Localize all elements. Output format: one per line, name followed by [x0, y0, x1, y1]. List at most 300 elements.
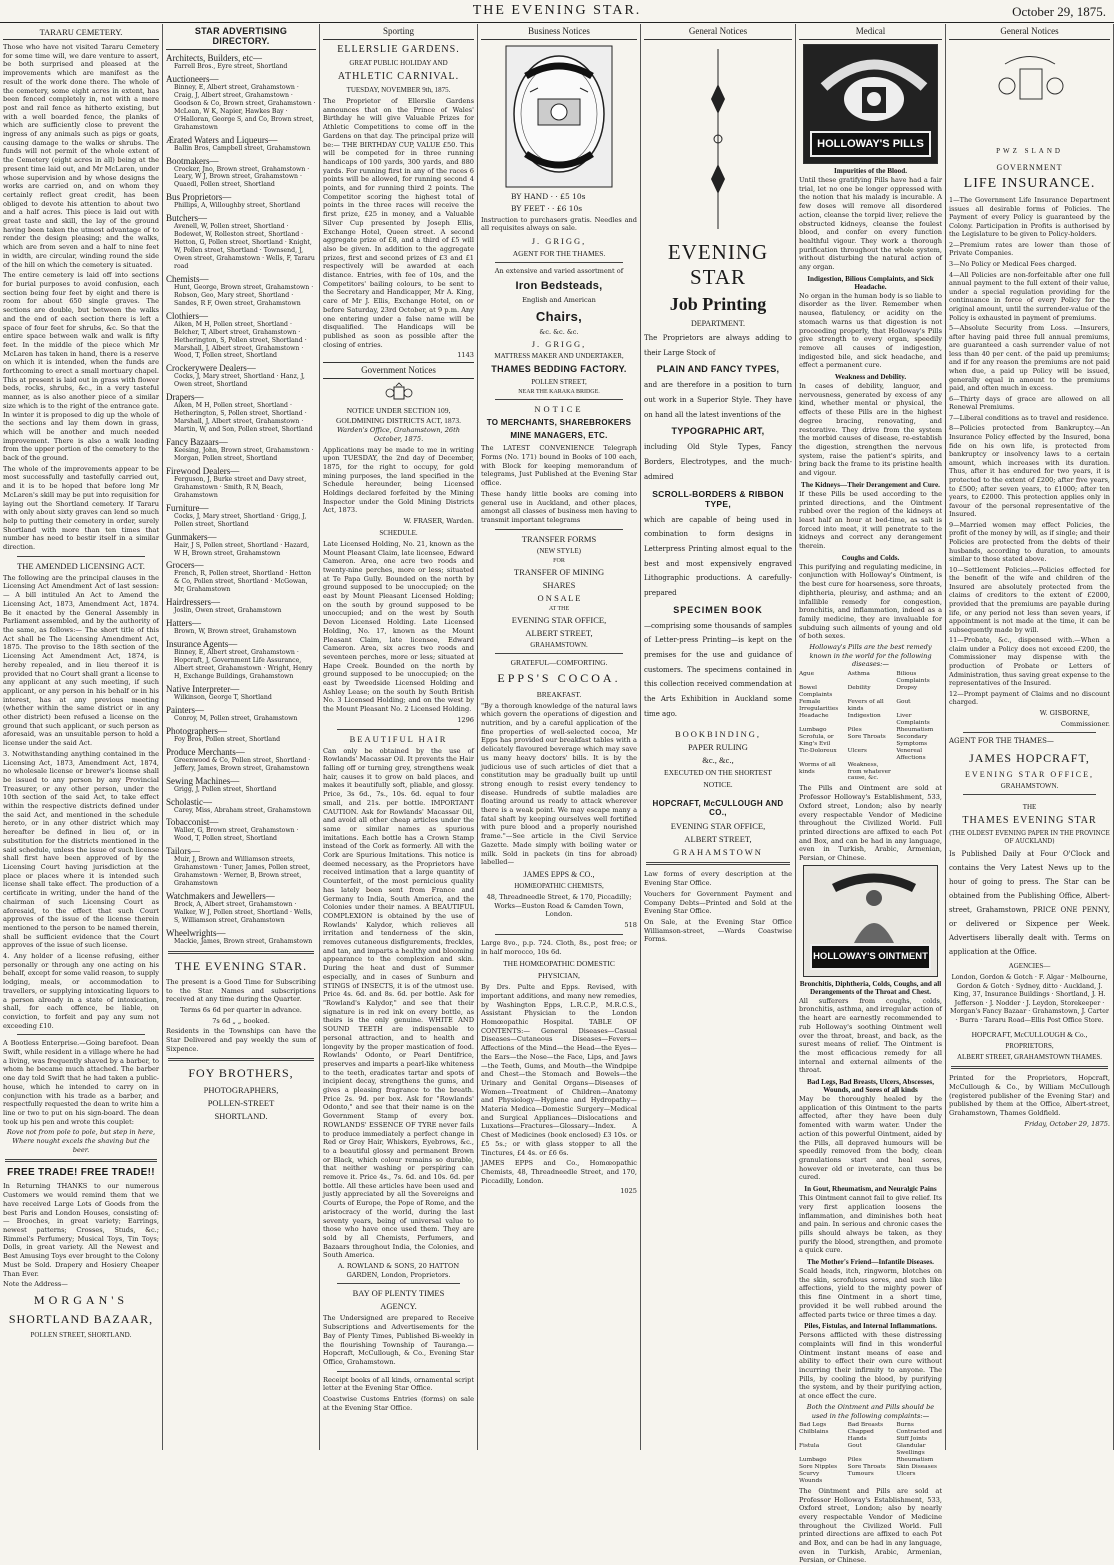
disease-item: Rheumatism — [896, 726, 934, 733]
masthead — [0, 0, 1114, 23]
disease-item: Secondary Symptoms — [896, 733, 928, 747]
directory-entries: Wilkinson, George T, Shortland — [174, 693, 272, 701]
james-hopcraft: JAMES HOPCRAFT, — [969, 750, 1090, 765]
divider — [495, 529, 623, 530]
directory-entries: Ferguson, J, Burke street and Davy street, Grahamstown · Smith, R N, Beach, Grahamstown — [174, 475, 307, 499]
holloways-pills-banner — [803, 44, 938, 164]
commissioner-title: Commissioner. — [1060, 719, 1110, 728]
coughs-heading: Coughs and Colds. — [841, 553, 900, 562]
colony-crest-icon — [965, 44, 1095, 144]
foy-brothers: FOY BROTHERS, — [188, 1066, 294, 1081]
epps-address: 48, Threadneedle Street, & 170, Piccadilly; Works—Euston Road & Camden Town, London. — [486, 892, 632, 919]
applications-paragraph: Applications may be made to me in writing upon TUESDAY, the 2nd day of December, 1875, for the right to occupy, for gold mining purposes, the land specified in the Schedule hereunder, being Licensed Holdings declared forfeited by the Mining Inspector under the Gold Mining Districts Act, 1873. — [323, 445, 474, 515]
directory-entries: Cocks, J, Mary street, Shortland · Grigg, J, Pollen street, Shortland — [174, 512, 307, 528]
divider — [17, 1034, 145, 1035]
licensing-paragraph-3: 4. Any holder of a license refusing, either personally or through any one acting on his behalf, except for some valid reason, to supply lodging, meals, or accommodation to travellers, or supplying intoxicating liquors to a person already in a state of intoxication, shall, for each offence, be liable, on conviction, to forfeit and pay any sum not exceeding £10. — [3, 952, 159, 1030]
notice-heading-2: GOLDMINING DISTRICTS ACT, 1873. — [335, 416, 462, 426]
physician-heading-1: THE HOMŒOPATHIC DOMESTIC — [503, 959, 615, 969]
divider — [963, 732, 1096, 733]
directory-category: Drapers— — [166, 392, 204, 403]
disease-item: Fistula — [799, 1443, 820, 1450]
carnival-heading: ATHLETIC CARNIVAL. — [337, 71, 460, 82]
telegraph-paragraph: The LATEST CONVENIENCE Telegraph Forms (No. 171) bound in Books of 100 each, with Block for keeping memorandum of telegrams, Just Published at the Evening Star office. — [481, 444, 637, 488]
divider — [495, 262, 623, 263]
schedule-paragraph: Late Licensed Holding, No. 21, known as the Mount Pleasant Claim, late licensee, Edward Cameron. Area, one acre two roods and twenty-nine perches, more or less; situated at Te Papa Gully. Bounded on the north by ground supposed to be unoccupied; on the east by Mount Pleasant Licensed Holding; on the south by ground supposed to be unoccupied; and on the west by South Devon Licensed Holding. Late Licensed Holding, No. 17, known as the Mount Pleasant Claim, late licensee, Edward Cameron. Area, six acres two roods and seventeen perches, more or less; situated at Hape Creek. Bounded on the north by ground supposed to be unoccupied; on the east by Tweedside Licensed Holding and Ashley Lease; on the south by South British No. 3 Licensed Holding; and on the west by the Mount Pleasant No. 2 Licensed Holding. — [323, 539, 474, 714]
proprietors: PROPRIETORS, — [1005, 1042, 1054, 1051]
indigestion-heading: Indigestion, Bilious Complaints, and Sick Headache. — [807, 274, 934, 291]
star-heading: THE EVENING STAR. — [174, 958, 308, 973]
coughs-paragraph: This purifying and regulating medicine, in conjunction with Holloway's Ointment, is the best cure for hoarseness, sore throats, diphtheria, pleurisy, and asthma; and an infallible remedy for congestion, bronchitis, and inflammation, indeed as a family medicine, they are invaluable for subduing such ailments of young and old of both sexes. — [799, 562, 942, 641]
instruction-paragraph: Instruction to purchasers gratis. Needles and all requisites always on sale. — [481, 215, 637, 233]
directory-category: Watchmakers and Jewellers— — [166, 891, 275, 902]
licensing-paragraph-1: The following are the principal clauses in the Licensing Act Amendment Act of last session:— A bill intituled An Act to Amend the Licensing Act, 1873, Amendment Act, 1874. Be it enacted by the General Assembly in Parliament assembled, and by the authority of the same, as follows:— The short title of this Act shall be The Licensing Amendment Act, 1875. The proviso to the 18th section of the Licensing Act Amendment Act, 1874, is hereby repealed, and in lieu thereof it is provided that no Court shall grant a license to any applicant at any such meeting, if such applicant, or any person in his behalf or in his interest, has at any previous meeting (whether within the same district or in any other district) been refused a license on the ground that such applicant, or such person as aforesaid, was an unsuitable person to hold a license under the said Act. — [3, 573, 159, 748]
holiday-line: GREAT PUBLIC HOLIDAY AND — [349, 59, 448, 67]
directory-entries: Muir, J, Brown and Williamson streets, Grahamstown · Tuner, James, Pollen street, Grahamstown · Werner, B, Brown street, Grahamstown — [174, 856, 311, 888]
tararu-heading: TARARU CEMETERY. — [3, 27, 159, 40]
tararu-paragraph-3: The whole of the improvements appear to be most successfully and tastefully carried out, and it is to be hoped that before long Mr McLaren's skill may be put into requisition for laying out the Shortland cemetery. If Tararu with only about sixty graves can lend so much help to putting their cemetery in order, surely Shortland with more than ten times that number has need to bestir itself in a similar direction. — [3, 464, 159, 552]
directory-entries: Hunt, George, Brown street, Grahamstown · Robson, Geo, Mary street, Shortland · Sandes, R F, Owen street, Grahamstown — [174, 283, 314, 307]
insurance-item: 4—All Policies are non-forfeitable after one full annual payment to the full extent of their value, under a special regulation providing for the continuance in force of every Policy for the original amount, until the surrender-value of the Policy is exhausted in payment of premiums. — [949, 270, 1110, 322]
physician-paragraph: By Drs. Pulte and Epps. Revised, with important additions, and many new remedies, by Washington Epps, L.R.C.P., M.R.C.S., Assistant Physician to the London Homœopathic Hospital. TABLE OF CONTENTS:— General Diseases—Casual Diseases—Cutaneous Diseases—Fevers—Affections of the Mind—the Head—the Eyes—the Ears—the Nose—the Face, Lips, and Jaws—the Teeth, Gums, and Mouth—the Windpipe and Chest—the Stomach and Bowels—the Urinary and Genital Organs—Diseases of Women—Treatment of Children—Anatomy and Physiology—Hygiene and Hydropathy—Materia Medica—Domestic Surgery—Medical and Surgical Appliances—Dislocations and Luxations—Fractures—Glossary—Index. A Chest of Medicines (book enclosed) £3 10s. or £5 5s.; or with glass stopper to all the Tinctures, £4 4s. or £6 6s. — [481, 983, 637, 1157]
directory-entries: Binney, E, Albert street, Grahamstown · Craig, J, Albert street, Grahamstown · Goodson & Co, Brown street, Grahamstown · McLean, W K, Napier, Hawkes Bay · O'Halloran, George S, and Co, Brown street, Grahamstown — [174, 83, 316, 131]
directory-category: Bootmakers— — [166, 155, 219, 166]
directory-entries: Hair, J S, Pollen street, Shortland · Hazard, W H, Brown street, Grahamstown — [174, 541, 310, 557]
oldest-paper: (THE OLDEST EVENING PAPER IN THE PROVINCE OF AUCKLAND) — [949, 829, 1110, 845]
star-paragraph: The present is a Good Time for Subscribing to the Star. Names and subscriptions received at any time during the Quarter. — [166, 977, 316, 1004]
impurities-paragraph: Until these gratifying Pills have had a fair trial, let no one be longer oppressed with the notion that his malady is incurable. A few doses will remove all disordered action, cleanse the torpid liver, relieve the obstructed kidneys, cleanse the foulest blood, and confer on every function healthful vigour. They work a thorough purification throughout the whole system, without disturbing the natural action of any organ. — [799, 176, 942, 272]
paper-ruling: PAPER RULING — [688, 742, 748, 753]
ointment-sold-paragraph: The Ointment and Pills are sold at Professor Holloway's Establishment, 533, Oxford street, London; also by nearly every respectable Vendor of Medicine throughout the Civilized World. Full printed directions are affixed to each Pot and Box, and can be had in any language, even in Turkish, Arabic, Armenian, Persian, or Chinese. — [799, 1486, 942, 1565]
bronchitis-heading: Bronchitis, Diphtheria, Colds, Coughs, and all Derangements of the Throat and Chest. — [799, 979, 942, 996]
combination-paragraph: which are capable of being used in combination to form designs in Letterpress Printing almost equal to the best and most expensively engraved Lithographic productions. A carefully-prepared — [644, 515, 792, 597]
ointment-diseases-table — [799, 1422, 942, 1485]
bookbinding: BOOKBINDING, — [674, 729, 762, 740]
hopcraft-mccullough: HOPCRAFT, McCULLOUGH AND CO., — [652, 799, 784, 818]
foy-photographers: PHOTOGRAPHERS, — [203, 1085, 279, 1096]
english-american: English and American — [522, 295, 596, 304]
ellerslie-heading: ELLERSLIE GARDENS. — [337, 44, 460, 55]
ref-number: 1143 — [457, 351, 474, 360]
disease-item: Wounds — [799, 1477, 823, 1484]
agent-thames: AGENT FOR THE THAMES— — [949, 737, 1054, 746]
directory-category: Gunmakers— — [166, 531, 217, 542]
carnival-date: TUESDAY, NOVEMBER 9th, 1875. — [346, 86, 451, 94]
disease-item: Venereal Affections — [896, 747, 926, 761]
weakness-heading: Weakness and Debility. — [834, 373, 907, 382]
divider — [168, 951, 314, 954]
free-trade-heading: FREE TRADE! FREE TRADE!! — [7, 1167, 155, 1179]
printer-imprint: Printed for the Proprietors, Hopcraft, McCullough & Co., by William McCullough (registered publisher of the Evening Star) and published by them at the Office, Albert-street, Grahamstown, Thames Goldfield. — [949, 1074, 1110, 1117]
law-forms-notice: Law forms of every description at the Evening Star Office. — [644, 870, 792, 888]
directory-category: Photographers— — [166, 725, 227, 736]
disease-item: Sore Nipples — [799, 1463, 838, 1470]
disease-item: Rheumatism — [896, 1457, 934, 1464]
newspaper-title: THE EVENING STAR. — [472, 3, 642, 18]
executed-line: EXECUTED ON THE SHORTEST — [664, 768, 772, 778]
licensing-paragraph-2: 3. Notwithstanding anything contained in the Licensing Act, 1873, Amendment Act, 1874, no wholesale license or brewer's license shall be issued to any person by any Provincial Treasurer, or any other person, under the 10th section of the said Act, to take effect within the respective districts defined under the said Act, and mentioned in the schedule hereto, or in any other district which may hereafter be defined in lieu of, or in substitution for the districts mentioned in the said schedule, unless the issue of such license shall first have been approved of by the Licensing Court having jurisdiction at the place or places where it is intended such license shall take effect. The production of a certificate in writing, under the hand of the chairman of such Licensing Court as aforesaid, to the effect that such Court approves of the issue of the license therein mentioned to the person to be named therein, shall be sufficient evidence that the Court approves of the issue of such license. — [3, 749, 159, 950]
disease-item: Bilious Complaints — [896, 671, 930, 685]
insurance-item: 5—Absolute Security from Loss. —Insurers, after having paid three full annual premiums, are guaranteed a cash surrender value of not less than 40 per cent. of the paid up premiums; and if for any reason the premiums are not paid when due, a paid up Policy will be issued, generally equal in amount to the premiums paid, and often much in excess. — [949, 324, 1110, 393]
directory-entries: Brock, A, Albert street, Grahamstown · Walker, W J, Pollen street, Shortland · Wells, S, Williamson street, Grahamstown — [174, 901, 313, 924]
breakfast-heading: BREAKFAST. — [536, 689, 582, 699]
directory-category: Auctioneers— — [166, 73, 219, 84]
ref-number: 1025 — [620, 1187, 637, 1196]
free-trade-paragraph: In Returning THANKS to our numerous Customers we would remind them that we have received Large Lots of Goods from the best Paris and London Houses, consisting of:— Brooches, in great variety; Earrings, newest patterns; Crosses, Studs, &c.; Rimmel's Perfumery; Musical Toys, Tin Toys; Dolls, in great variety. All the Newest and Best Amusing Toys ever brought to the Colony Must be Sold. Drapery and Hosiery Cheaper Than Ever. — [3, 1182, 159, 1278]
wardens-office: Warden's Office, Grahamstown, 26th October, 1875. — [336, 426, 461, 443]
on-sale-line: O N S A L E — [537, 592, 581, 603]
disease-item: Ulcers — [847, 747, 867, 754]
hopcraft-mccullough: HOPCRAFT, McCULLOUGH & Co., — [971, 1030, 1088, 1040]
merchants-heading: TO MERCHANTS, SHAREBROKERS — [486, 418, 632, 428]
disease-item: Sore Throats — [847, 1463, 886, 1470]
scroll-borders: SCROLL-BORDERS & RIBBON TYPE, — [652, 488, 784, 509]
evening-star-heading: EVENING STAR — [667, 240, 769, 289]
tararu-paragraph-2: The entire cemetery is laid off into sections for burial purposes to avoid confusion, each section being four feet by eight and there is room for about 650 single graves. The sections are double, but between the walks and the end of each section there is left a space of four feet for shrubs, &c. So that the entire space between walk and walk is fifty feet. In the middle of the piece which Mr McLaren has taken in hand, there is a reserve on which it is intended, when the funds are forthcoming to erect a small mortuary chapel. This at present is laid out in grass with flower beds, rocks, shrubs, &c., in a very tasteful manner, as is also another piece of a similar size which is to the right of the entrance gate. In winter it is proposed to dig up the whole of the sections and lay them down in grass, which will be another and much needed improvement. There is also a walk leading from the upper portion of the cemetery to the back of the ground. — [3, 271, 159, 463]
bazaar-address: POLLEN STREET, SHORTLAND. — [30, 1330, 132, 1339]
evening-star-office: EVENING STAR OFFICE, — [511, 614, 607, 625]
grigg-name-2: J. GRIGG, — [531, 339, 587, 350]
directory-entries: Crocker, Jno, Brown street, Grahamstown · Leary, W J, Brown street, Grahamstown · Quaedl, Pollen street, Shortland — [174, 165, 310, 189]
etc-line: &c. &c. &c. — [539, 327, 579, 336]
gout-heading: In Gout, Rheumatism, and Neuralgic Pains — [804, 1185, 937, 1194]
bad-legs-paragraph: May be thoroughly healed by the application of this Ointment to the parts affected, after they have been duly fomented with warm water. Under the action of this powerful Ointment, aided by the Pills, all depraved humours will be speedily removed from the body, clean granulations start and heal sores, however old or inveterate, can thus be cured. — [799, 1095, 942, 1182]
rowland-address: A. ROWLAND & SONS, 20 HATTON GARDEN, London, Proprietors. — [337, 1262, 460, 1279]
morgans-name: MORGAN'S — [33, 1292, 129, 1307]
piles-heading: Piles, Fistulas, and Internal Inflammations. — [804, 1322, 937, 1331]
insurance-list — [949, 196, 1110, 707]
divider — [168, 1058, 314, 1061]
grigg-name: J. GRIGG, — [531, 236, 587, 247]
directory-heading: STAR ADVERTISING DIRECTORY. — [166, 26, 316, 50]
disease-item: Chapped Hands — [847, 1429, 874, 1443]
mothers-friend-heading: The Mother's Friend—Infantile Diseases. — [807, 1258, 934, 1267]
business-notices-heading: Business Notices — [481, 24, 637, 40]
the-heading: THE — [1022, 802, 1037, 811]
schedule-heading: SCHEDULE. — [379, 528, 418, 537]
medical-heading: Medical — [799, 24, 942, 40]
insurance-item: 10—Settlement Policies.—Policies effected for the benefit of the wife and children of the Insured are absolutely protected from the claims of creditors to the extent of £2000, provided that the premiums are payable during life, or any period not less than seven years, if appointment is not made at the time, it can be subsequently made by will. — [949, 565, 1110, 634]
gout-paragraph: This Ointment cannot fail to give relief. Its very first application loosens the inflammation, and diminishes both heat and pain. In serious and chronic cases the pills should always be taken, as they purify the blood, strengthen, and promote a quick cure. — [799, 1194, 942, 1255]
directory-entries: Phillips, A, Willoughby street, Shortland — [174, 202, 301, 210]
gisborne-name: W. GISBORNE, — [1039, 708, 1090, 717]
iron-bedsteads: Iron Bedsteads, — [515, 279, 603, 292]
directory-entries: Carey, Miss, Abraham street, Grahamstown — [174, 806, 311, 814]
new-style: (NEW STYLE) — [537, 546, 581, 555]
beautiful-hair-heading: BEAUTIFUL HAIR — [349, 733, 448, 744]
directory-category: Produce Merchants— — [166, 746, 245, 757]
pollen-street: POLLEN STREET, — [531, 378, 587, 387]
directory-entries: French, R, Pollen street, Shortland · Hetton & Co, Pollen street, Shortland · McGowan, Mr, Grahamstown — [174, 570, 312, 594]
directory-entries: Cocks, J, Mary street, Shortland · Hanz, J, Owen street, Shortland — [174, 373, 305, 389]
directory-category: Firewood Dealers— — [166, 465, 240, 476]
large-8vo-line: Large 8vo., p.p. 724. Cloth, 8s., post free; or in half morocco, 10s 6d. — [481, 938, 637, 956]
directory-entries: Aiken, M H, Pollen street, Shortland · Hetherington, S, Pollen street, Shortland · Marshall, J, Albert street, Grahamstown · Martin, W, and Son, Pollen street, Shortland — [174, 402, 313, 434]
coat-of-arms-icon — [385, 383, 413, 403]
disease-item: Piles — [847, 726, 862, 733]
directory-category: Scholastic— — [166, 796, 212, 807]
directory-entries: Binney, E, Albert street, Grahamstown · Hopcraft, J, Government Life Assurance, Albert street, Grahamstown · Wright, Henry H, Exchange Buildings, Grahamstown — [174, 649, 313, 680]
pills-table-heading: Holloway's Pills are the best remedy known in the world for the following diseases:— — [809, 643, 932, 669]
sewing-machine-emblem-icon — [504, 44, 614, 189]
physician-heading-2: PHYSICIAN, — [538, 971, 580, 981]
government-notices-heading: Government Notices — [323, 362, 474, 379]
directory-category: Crockerywere Dealers— — [166, 363, 256, 374]
directory-entries: Grigg, J, Pollen street, Shortland — [174, 785, 277, 793]
terms-line-1: Terms 6s 6d per quarter in advance. — [180, 1005, 302, 1014]
disease-item: Indigestion — [847, 712, 881, 719]
government-heading: GOVERNMENT — [996, 163, 1063, 172]
directory-entries: Brown, W, Brown street, Grahamstown — [174, 628, 297, 636]
divider — [495, 934, 623, 935]
transfer-forms: TRANSFER FORMS — [521, 533, 597, 544]
proprietors-paragraph: The Proprietors are always adding to their Large Stock of — [644, 334, 792, 357]
ornamental-rule-icon — [703, 44, 733, 234]
directory-category: Grocers— — [166, 560, 204, 571]
disease-item: Female Irregularities — [799, 698, 839, 712]
directory-category: Insurance Agents— — [166, 639, 238, 650]
bootless-paragraph: A Bootless Enterprise.—Going barefoot. Dean Swift, while resident in a village where he had a living, was frequently shaved by a barber, to whom he became much attached. The barber one day told Swift that he had taken a public-house, which he intended to carry on in conjunction with his trade as a barber, and respectfully requested the dean to write him a line or two to put on his sign-board. The dean took up his pen and wrote this couplet: — [3, 1039, 159, 1126]
licensing-heading: THE AMENDED LICENSING ACT. — [17, 560, 145, 571]
disease-item: Skin Diseases — [896, 1463, 937, 1470]
directory-entries: Greenwood & Co, Pollen street, Shortland · Jeffery, James, Brown street, Grahamstown — [174, 756, 311, 772]
james-epps: JAMES EPPS & CO., — [523, 869, 595, 879]
disease-item: Debility — [847, 685, 871, 692]
directory-entries: Conroy, M, Pollen street, Grahamstown — [174, 714, 298, 722]
disease-item: Burns — [896, 1422, 914, 1429]
divider — [337, 1371, 460, 1372]
free-trade-note: Note the Address— — [3, 1280, 68, 1289]
position-paragraph: and are therefore in a position to turn out work in a Superior Style. They have on hand all the latest inventions of the — [644, 381, 792, 419]
directory-category: Furniture— — [166, 502, 209, 513]
disease-item: Scurvy — [799, 1470, 820, 1477]
disease-item: Ulcers — [896, 1470, 916, 1477]
diseases-table — [799, 671, 942, 782]
job-printing-heading: Job Printing — [669, 294, 767, 314]
receipt-books-notice: Receipt books of all kinds, ornamental script letter at the Evening Star Office. — [323, 1375, 474, 1393]
column-6 — [796, 24, 946, 1565]
divider — [963, 794, 1096, 795]
etc-line: &c., &c., — [702, 755, 734, 766]
disease-item: Fevers of all kinds — [847, 698, 884, 712]
directory-entries: Joslin, Owen street, Grahamstown — [174, 607, 282, 615]
bay-of-plenty-agency: AGENCY. — [380, 1301, 417, 1312]
kidneys-heading: The Kidneys—Their Derangement and Cure. — [801, 480, 940, 489]
directory-category: Ærated Waters and Liqueurs— — [166, 134, 278, 145]
disease-item: Lumbago — [799, 1457, 827, 1464]
old-style-paragraph: including Old Style Types, Fancy Borders, Electrotypes, and the much-admired — [644, 443, 792, 481]
column-5 — [641, 24, 796, 1450]
holloways-pills-label: HOLLOWAY'S PILLS — [810, 131, 931, 157]
epps-paragraph: "By a thorough knowledge of the natural laws which govern the operations of digestion and nutrition, and by a careful application of the fine properties of well-selected cocoa, Mr Epps has provided our breakfast tables with a delicately flavoured beverage which may save us many heavy doctors' bills. It is by the judicious use of such articles of diet that a constitution may be gradually built up until strong enough to resist every tendency to disease. Hundreds of subtle maladies are floating around us ready to attack wherever there is a weak point. We may escape many a fatal shaft by keeping ourselves well fortified with pure blood and a properly nourished frame."—See article in the Civil Service Gazette. Made simply with boiling water or milk. Sold in packets (in tins for abroad) labelled— — [481, 701, 637, 867]
pills-sold-paragraph: The Pills and Ointment are sold at Professor Holloway's Establishment, 533, Oxford street, London; also by nearly every respectable Vendor of Medicine throughout the Civilized World. Full printed directions are affixed to each Pot and Box, and can be had in any language, even in Turkish, Arabic, Armenian, Persian, or Chinese. — [799, 784, 942, 863]
for-line: FOR — [553, 557, 565, 564]
disease-item: Worms of all kinds — [799, 761, 836, 775]
star-paragraph-2: Residents in the Townships can have the Star Delivered and pay weekly the sum of Sixpence. — [166, 1027, 316, 1053]
directory-category: Butchers— — [166, 213, 207, 224]
evening-star-office: EVENING STAR OFFICE, — [670, 821, 766, 832]
disease-item: Bowel Complaints — [799, 685, 833, 699]
on-sale-notice: On Sale, at the Evening Star Office Williamson-street, —Wards Coastwise Forms. — [644, 917, 792, 944]
impurities-heading: Impurities of the Blood. — [833, 167, 908, 175]
directory-category: Tobacconist— — [166, 817, 219, 828]
rowlands-paragraph: Can only be obtained by the use of Rowlands' Macassar Oil. It prevents the Hair falling off or turning grey, strengthens weak hair, causes it to grow on bald places, and makes it beautifully soft, pliable, and glossy. Price, 3s 6d., 7s., 10s. 6d. equal to four small, and 21s. per bottle. IMPORTANT CAUTION. Ask for Rowlands' Macassar Oil, and avoid all other cheap articles under the same or similar names as spurious imitations. Each bottle has a Crown Stamp instead of the Cork as formerly. All with the Cork are Spurious Imitations. This notice is deemed necessary, as the Proprietors have received intimation that a large quantity of Counterfeit, of the most pernicious quality has lately been sent from France and Germany to India, South America, and the Colonies under their names. A BEAUTIFUL COMPLEXION is obtained by the use of Rowlands' Kalydor, which relieves all irritation and tenderness of the skin, removes cutaneous disfigurements, freckles, and tan, and imparts a healthy and blooming appearance to the complexion and skin. During the heat and dust of Summer especially, and in cases of Sunburn and STINGS of INSECTS, it is of the utmost use. Price 4s. 6d. and 8s. 6d. per bottle. Ask for "Rowland's Kalydor," and see that their signature is in red ink on every bottle, as theirs is the only genuine. WHITE AND SOUND TEETH are indispensable to personal attraction, and to health and longevity by the proper mastication of food. Rowlands' Odonto, or Pearl Dentifrice, preserves and imparts a pearl-like whiteness to the teeth, eradicates tartar and spots of incipient decay, strengthens the gums, and gives a pleasing fragrance to the breath. Price 2s. 9d. per box. Ask for "Rowlands' Odonto," and see that their name is on the Government Stamp of every box. ROWLANDS' ESSENCE OF TYRE never fails to produce immediately a perfect change in Red or Grey Hair, Whiskers, Eyebrows, &c., to a beautiful glossy and permanent Brown or Black, which colour remains so durable, that neither washing or perspiring can remove it. Price 4s., 7s. 6d. and 10s. 6d. per bottle. All these articles have been used and justly appreciated by all the Sovereigns and Courts of Europe, the Pope of Rome, and the aristocracy of the world, during the last seventy years, being of universal value to those who have once used them. They are sold by all Chemists, Perfumers, and Bazaars throughout India, the Colonies, and South America. — [323, 746, 474, 1260]
albert-street: ALBERT STREET, — [684, 834, 752, 845]
directory-entries: Waller, G, Brown street, Grahamstown · Wood, T, Pollen street, Shortland — [174, 827, 299, 843]
notice-heading-1: NOTICE UNDER SECTION 109, — [346, 406, 451, 416]
insurance-item: 2—Premium rates are lower than those of Private Companies. — [949, 240, 1110, 258]
bootless-verse: Rove not from pole to pole, but step in here, Where nought excels the shaving but the beer. — [6, 1128, 156, 1154]
directory-category: Chemists— — [166, 273, 209, 284]
insurance-item: 9—Married women may effect Policies, the profit of the money by will, as if single; and their Policies are protected from the debts of their husbands, according to duration, to amounts similar to those stated above. — [949, 520, 1110, 564]
divider — [951, 1066, 1108, 1069]
divider — [337, 729, 460, 730]
column-3 — [320, 24, 478, 1450]
disease-item: Chilblains — [799, 1429, 829, 1436]
crest-legend: PWZ SLAND — [996, 147, 1063, 155]
price-by-feet: BY FEET · · £6 10s — [511, 203, 583, 213]
disease-item: Tic-Doloreux — [799, 747, 837, 754]
bazaar-name: SHORTLAND BAZAAR, — [8, 1311, 154, 1326]
directory-entries: Foy Bros, Pollen street, Shortland — [174, 735, 281, 743]
bronchitis-paragraph: All sufferers from coughs, colds, bronchitis, asthma, and irregular action of the heart are earnestly recommended to rub Holloway's soothing Ointment well over the throat, breast, and back, as the surest means of relief. The Ointment is the most efficacious remedy for all internal and external ailments of the throat. — [799, 996, 942, 1075]
tararu-paragraph-1: Those who have not visited Tararu Cemetery for some time will, we dare venture to assert, be both surprised and pleased at the improvements which are manifest as the result of the work done there. The whole of the cemetery, some eight acres in extent, has been fenced completely in, not with a mere post and rail fence as hitherto existing, but with a well boarded fence, the planks of which are sufficiently close to prevent the ingress of any animals such as pigs or goats, causing damage to the walks or shrubs. The funds will not permit of the whole extent of the Cemetery (eight acres in all) being at the present time laid out, and Mr McLaren, under whose supervision and by whose designs the works are carried on, and on whom they certainly reflect great credit, has been obliged to devote his attention to about two and a half acres. This piece is laid out with great taste and skill, the lay of the ground having been taken the utmost advantage of to render the design pleasing; and the walks, which are from seven and a half to nine feet in width, are circular, winding round the side of the hill on which the cemetery is situated. — [3, 43, 159, 269]
epps-chemists-paragraph: JAMES EPPS and Co., Homœopathic Chemists, 48, Threadneedle Street, and 170, Piccadilly, London. — [481, 1159, 637, 1185]
directory-category: Painters— — [166, 704, 204, 715]
disease-item: Ague — [799, 671, 815, 678]
ointment-table-heading: Both the Ointment and Pills should be used in the following complaints:— — [806, 1402, 935, 1420]
divider — [5, 1159, 157, 1162]
handy-books-paragraph: These handy little books are coming into general use in Auckland, and other places, amongst all classes of business men having to transmit important telegrams — [481, 489, 637, 524]
disease-item: Bad Breasts — [847, 1422, 884, 1429]
insurance-item: 6—Thirty days of grace are allowed on all Renewal Premiums. — [949, 394, 1110, 412]
epps-cocoa: EPPS'S COCOA. — [497, 670, 621, 685]
coastwise-notice: Coastwise Customs Entries (forms) on sale at the Evening Star Office. — [323, 1395, 474, 1412]
homeopathic-chemists: HOMŒOPATHIC CHEMISTS, — [514, 881, 604, 890]
mothers-friend-paragraph: Scald heads, itch, ringworm, blotches on the skin, scrofulous sores, and such like affections, yield to the mighty power of this fine Ointment in a short time, provided it be well rubbed around the affected parts twice or three times a day. — [799, 1267, 942, 1319]
directory-entries: Ballin Bros, Campbell street, Grahamstown — [174, 144, 311, 152]
ref-number: 1296 — [457, 715, 474, 724]
directory-category: Architects, Builders, etc— — [166, 53, 262, 63]
directory-category: Hatters— — [166, 618, 201, 629]
disease-item: Contracted and Stiff Joints — [896, 1429, 943, 1443]
bay-of-plenty-paragraph: The Undersigned are prepared to Receive Subscriptions and Advertisements for the Bay of Plenty Times, Published Bi-weekly in the flourishing Township of Tauranga.—Hopcraft, McCullough, & Co., Evening Star Office, Grahamstown. — [323, 1314, 474, 1366]
divider — [17, 556, 145, 557]
insurance-item: 1—The Government Life Insurance Department issues all desirable forms of Policies. The Payment of every Policy is guaranteed by the Colony. Participation in Profits is authorised by the Legislature to be given to Policy-holders. — [949, 196, 1110, 239]
crest-icon — [804, 47, 944, 129]
foy-street: POLLEN-STREET — [207, 1098, 275, 1109]
insurance-item: 12—Prompt payment of Claims and no discount charged. — [949, 689, 1110, 707]
specimen-paragraph: —comprising some thousands of samples of Letter-press Printing—is kept on the premises for the use and guidance of customers. The specimens contained in this collection received commendation at the Arts Exhibition in Auckland some time ago. — [644, 621, 792, 718]
indigestion-paragraph: No organ in the human body is so liable to disorder as the liver. Remember when nausea, flatulency, or acidity on the stomach warns us that digestion is not proceeding properly, that Holloway's Pills give strength to every organ, speedily remove all causes of indigestion, indigested bile, and sick headache, and effect a permanent cure. — [799, 291, 942, 370]
disease-item: Lumbago — [799, 726, 827, 733]
insurance-item: 7—Liberal conditions as to travel and residence. — [949, 413, 1109, 422]
piles-paragraph: Persons afflicted with these distressing complaints will find in this wonderful Ointment instant means of ease and ability to effect their own cure without incurring their infirmity to anyone. The Pills, by cooling the blood, by purifying the system, and by their purifying action, at once effect the cure. — [799, 1331, 942, 1401]
department-heading: DEPARTMENT. — [691, 319, 745, 328]
price-by-hand: BY HAND · · £5 10s — [511, 192, 586, 201]
divider — [495, 399, 623, 400]
insurance-item: 11—Probate, &c., dispensed with.—When a claim under a Policy does not exceed £200, the Commissioner may dispense with the production of Probate or Letters of Administration, thus saving great expense to the representatives of the Insured. — [949, 636, 1110, 688]
bad-legs-heading: Bad Legs, Bad Breasts, Ulcers, Abscesses, Wounds, and Sores of all kinds — [806, 1078, 935, 1095]
insurance-item: 8—Policies protected from Bankruptcy.—An Insurance Policy effected by the Insured, bona fide on his own life, is protected from bankruptcy or insolvency laws to a certain amount, which increases with its duration. Thus, after it has endured for two years, it is protected to the extent of £200; after five years, to £500; after seven years, to £1000; after ten years, to £2000. This protection applies only in favour of the personal representative of the Insured. — [949, 424, 1110, 519]
general-notices-heading: General Notices — [644, 24, 792, 40]
directory-category: Wheelwrights— — [166, 927, 226, 938]
directory-entries: Aiken, M H, Pollen street, Shortland · Belcher, T, Albert street, Grahamstown · Hetherington, S, Pollen street, Shortland · Marshall, J, Albert street, Grahamstown · Wood, T, Pollen street, Shortland — [174, 320, 307, 360]
disease-item: Liver Complaints — [896, 712, 930, 726]
general-notices-heading-2: General Notices — [949, 24, 1110, 40]
agencies-list: London, Gordon & Gotch · F. Algar · Melbourne, Gordon & Gotch · Sydney, ditto · Auckland, J. King, 37, Insurance Buildings · Shortland, J. H. Jefferson · J. Nodder · J. Leydon, Storekeeper · Morgan's Fancy Bazaar · Grahamstown, J. Carter · Burra · Tararu Road—Ellis Post Office Store. — [950, 973, 1109, 1024]
office-address: ALBERT STREET, GRAHAMSTOWN THAMES. — [956, 1053, 1103, 1062]
mine-managers-heading: MINE MANAGERS, ETC. — [510, 431, 608, 441]
directory-entries: Farrell Bros., Eyre street, Shortland — [174, 63, 288, 70]
grahamstown: GRAHAMSTOWN. — [530, 640, 588, 649]
evening-star-office: EVENING STAR OFFICE, — [965, 769, 1094, 779]
mattress-maker: MATTRESS MAKER AND UNDERTAKER, — [494, 352, 624, 361]
directory-category: Hairdressers— — [166, 597, 220, 608]
directory-list — [166, 53, 316, 946]
at-the-line: AT THE — [548, 605, 570, 612]
kidneys-paragraph: If these Pills be used according to the printed directions, and the Ointment rubbed over the region of the kidneys at least half an hour at bed-time, as salt is forced into meat, it will penetrate to the kidneys and correct any derangement therein. — [799, 489, 942, 551]
directory-category: Sewing Machines— — [166, 775, 240, 786]
disease-item: Sore Throats — [847, 733, 886, 740]
shares-line: SHARES — [542, 579, 576, 590]
chairs-heading: Chairs, — [535, 308, 583, 324]
sporting-heading: Sporting — [323, 24, 474, 40]
directory-category: Tailors— — [166, 846, 200, 857]
directory-category: Fancy Bazaars— — [166, 437, 228, 447]
notice-heading: NOTICE — [534, 404, 584, 415]
disease-item: Scrofula, or King's Evil — [799, 733, 834, 747]
disease-item: Gout — [847, 1443, 862, 1450]
terms-line-2: 7s 6d „ „ booked. — [212, 1016, 270, 1025]
divider — [646, 862, 790, 865]
notice-line: NOTICE. — [703, 780, 733, 790]
column-2 — [163, 24, 320, 1450]
divider — [337, 1283, 460, 1284]
grateful-heading: GRATEFUL—COMFORTING. — [510, 657, 608, 667]
disease-item: Dropsy — [896, 685, 918, 692]
assortment-line: An extensive and varied assortment of — [494, 267, 624, 276]
imprint-date: Friday, October 29, 1875. — [1024, 1119, 1110, 1128]
plain-fancy-types: PLAIN AND FANCY TYPES, — [656, 364, 780, 375]
grahamstown: GRAHAMSTOWN. — [1000, 781, 1059, 790]
holloways-ointment-banner — [803, 865, 938, 977]
life-insurance-heading: LIFE INSURANCE. — [963, 176, 1096, 191]
vouchers-notice: Vouchers for Government Payment and Company Debts—Printed and Sold at the Evening Star Office. — [644, 889, 792, 916]
agent-thames: AGENT FOR THE THAMES. — [512, 249, 606, 259]
albert-street: ALBERT STREET, — [525, 627, 593, 638]
column-4 — [478, 24, 641, 1450]
transfer-mining: TRANSFER OF MINING — [513, 566, 605, 577]
grahamstown: GRAHAMSTOWN — [673, 847, 763, 858]
seated-figure-icon — [804, 868, 944, 948]
foy-town: SHORTLAND. — [214, 1111, 268, 1122]
thames-evening-star: THAMES EVENING STAR — [962, 814, 1097, 826]
issue-date: October 29, 1875. — [1012, 4, 1106, 19]
divider — [495, 653, 623, 654]
directory-category: Clothiers— — [166, 310, 208, 321]
typographic-art: TYPOGRAPHIC ART, — [671, 426, 765, 437]
directory-category: Native Interpreter— — [166, 683, 240, 694]
specimen-book: SPECIMEN BOOK — [673, 604, 763, 615]
directory-category: Bus Proprietors— — [166, 192, 232, 203]
insurance-item: 3—No Policy or Medical Fees charged. — [949, 260, 1077, 269]
weakness-paragraph: In cases of debility, languor, and nervousness, generated by excess of any kind, whether mental or physical, the effects of these Pills are in the highest degree bracing, renovating, and restorative. They drive from the system the morbid causes of disease, re-establish the digestion, strengthen the nervous system, raise the patient's spirits, and bring back the frame to its pristine health and vigour. — [799, 382, 942, 478]
disease-item: Asthma — [847, 671, 870, 678]
disease-item: Piles — [847, 1457, 862, 1464]
published-paragraph: Is Published Daily at Four O'Clock and contains the Very Latest News up to the hour of going to press. The Star can be obtained from the Publishing Office, Albert-street, Grahamstown, PRICE ONE PENNY, or delivered or Sixpence per Week. Advertisers liberally dealt with. Terms on application at the Office. — [949, 850, 1110, 957]
directory-entries: Mackie, James, Brown street, Grahamstown — [174, 937, 313, 945]
disease-item: Tumours — [847, 1470, 874, 1477]
